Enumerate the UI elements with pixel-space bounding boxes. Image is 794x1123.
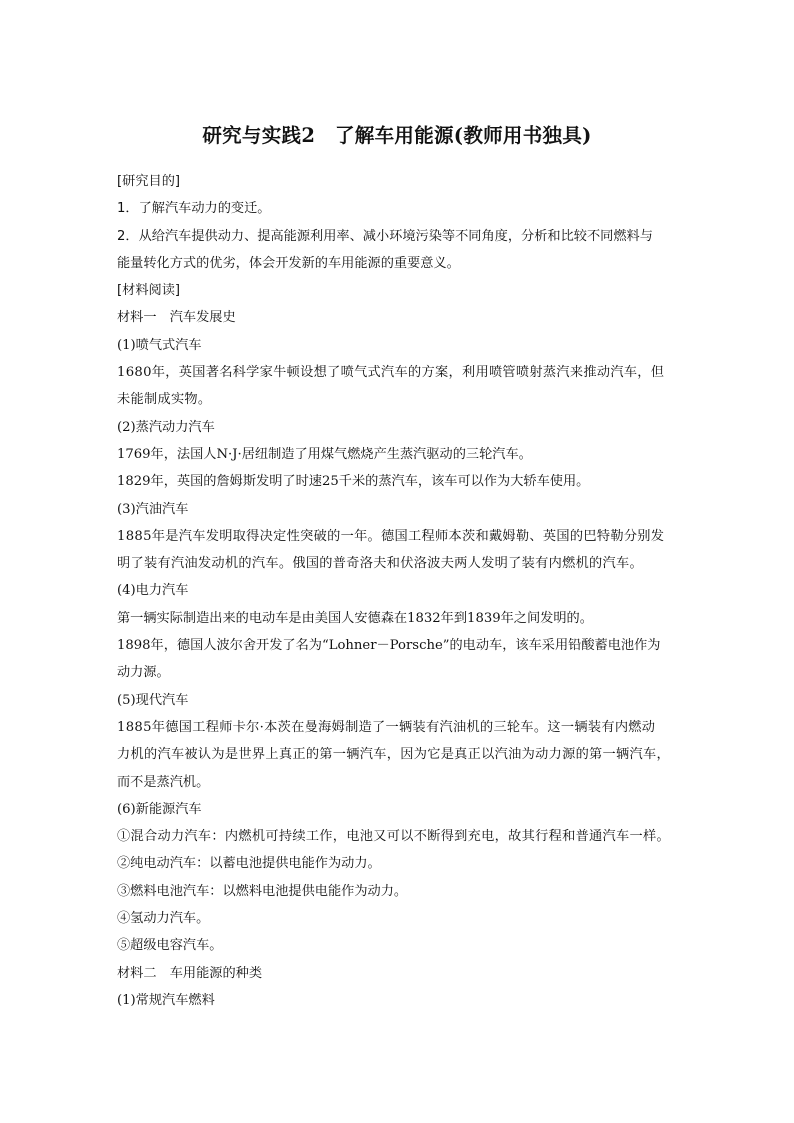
section-heading-reading: [材料阅读]: [117, 283, 181, 299]
list-item: ⑤超级电容汽车。: [117, 938, 223, 954]
paragraph-line: 未能制成实物。: [117, 392, 212, 408]
paragraph-line: 1885年德国工程师卡尔·本茨在曼海姆制造了一辆装有汽油机的三轮车。这一辆装有内燃动: [117, 719, 656, 735]
paragraph-line: 第一辆实际制造出来的电动车是由美国人安德森在1832年到1839年之间发明的。: [117, 610, 593, 626]
section-heading-purpose: [研究目的]: [117, 174, 181, 189]
subheading: (5)现代汽车: [117, 692, 189, 708]
material-heading: 材料一 汽车发展史: [117, 310, 236, 326]
list-item: ③燃料电池汽车：以燃料电池提供电能作为动力。: [117, 883, 408, 899]
paragraph-line: 1．了解汽车动力的变迁。: [117, 201, 271, 217]
list-item: ②纯电动汽车：以蓄电池提供电能作为动力。: [117, 856, 381, 872]
paragraph-line: 1769年，法国人N·J·居纽制造了用煤气燃烧产生蒸汽驱动的三轮汽车。: [117, 446, 532, 462]
page-title: 研究与实践2 了解车用能源(教师用书独具): [202, 124, 592, 147]
paragraph-line: 1898年，德国人波尔舍开发了名为“Lohner－Porsche”的电动车，该车采用铅酸蓄电池作为: [117, 638, 661, 654]
subheading: (2)蒸汽动力汽车: [117, 419, 215, 435]
paragraph-line: 动力源。: [117, 665, 170, 681]
paragraph-line: 1829年，英国的詹姆斯发明了时速25千米的蒸汽车，该车可以作为大轿车使用。: [117, 474, 590, 490]
list-item: ④氢动力汽车。: [117, 911, 210, 927]
paragraph-line: 1885年是汽车发明取得决定性突破的一年。德国工程师本茨和戴姆勒、英国的巴特勒分别发: [117, 528, 665, 544]
subheading: (4)电力汽车: [117, 583, 189, 599]
subheading: (6)新能源汽车: [117, 801, 202, 817]
paragraph-line: 2．从给汽车提供动力、提高能源利用率、减小环境污染等不同角度，分析和比较不同燃料与: [117, 228, 653, 244]
paragraph-line: 能量转化方式的优劣，体会开发新的车用能源的重要意义。: [117, 255, 460, 271]
subheading: (1)喷气式汽车: [117, 337, 202, 353]
paragraph-line: 1680年，英国著名科学家牛顿设想了喷气式汽车的方案，利用喷管喷射蒸汽来推动汽车，但: [117, 365, 665, 381]
subheading: (1)常规汽车燃料: [117, 992, 215, 1008]
paragraph-line: 明了装有汽油发动机的汽车。俄国的普奇洛夫和伏洛波夫两人发明了装有内燃机的汽车。: [117, 556, 644, 572]
document-body: [117, 168, 679, 1014]
subheading: (3)汽油汽车: [117, 501, 189, 517]
paragraph-line: 而不是蒸汽机。: [117, 774, 210, 790]
material-heading: 材料二 车用能源的种类: [117, 965, 263, 981]
list-item: ①混合动力汽车：内燃机可持续工作，电池又可以不断得到充电，故其行程和普通汽车一样。: [117, 829, 670, 845]
paragraph-line: 力机的汽车被认为是世界上真正的第一辆汽车，因为它是真正以汽油为动力源的第一辆汽车，: [117, 747, 670, 763]
